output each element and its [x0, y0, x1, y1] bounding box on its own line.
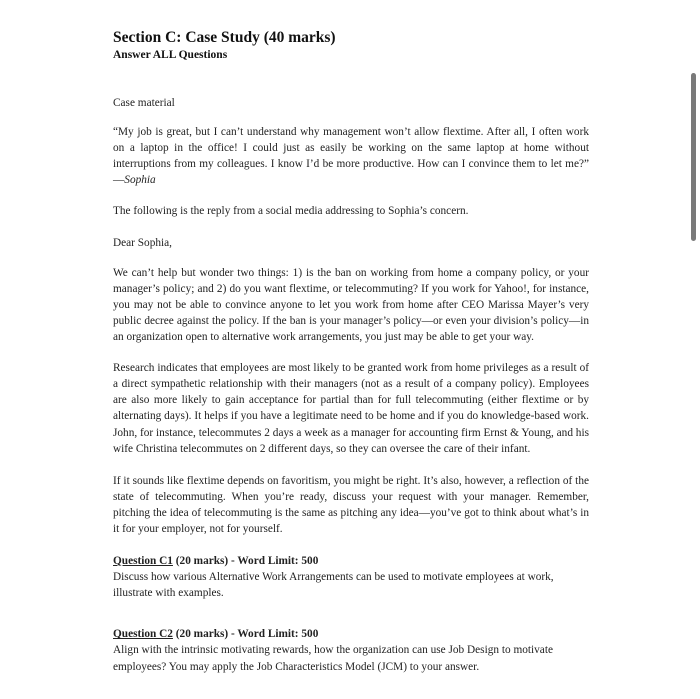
case-quote-text: “My job is great, but I can’t understand why management won’t allow flextime. After all, I often work on a laptop in the office! I could just as easily be working on the same laptop at home without interruptions from my colleagues. I know I’d be more productive. How can I convince them to let me?” — [113, 126, 589, 187]
question-c1-header [113, 553, 589, 569]
question-c1-meta: (20 marks) - Word Limit: 500 [172, 555, 319, 568]
section-title: Section C: Case Study (40 marks) [113, 29, 336, 46]
case-material-label: Case material [113, 97, 175, 109]
question-c2-meta: (20 marks) - Word Limit: 500 [172, 628, 319, 641]
quote-attribution: Sophia [124, 174, 156, 187]
question-c1-text: Discuss how various Alternative Work Arrangements can be used to motivate employees at work, illustrate with examples. [113, 571, 554, 600]
question-c2 [113, 626, 589, 674]
question-c1 [113, 553, 589, 601]
letter-greeting: Dear Sophia, [113, 236, 172, 249]
letter-paragraph-1: We can’t help but wonder two things: 1) is the ban on working from home a company policy, or your manager’s policy; and 2) do you want flextime, or telecommuting? If you work for Yahoo!, for instance, you may not be able to convince anyone to let you work from home after CEO Marissa Mayer’s very public decree against the policy. If the ban is your manager’s policy—or even your division’s policy—in an organization open to alternative work arrangements, you just may be able to get your way. [113, 266, 589, 344]
letter-paragraph-2: Research indicates that employees are most likely to be granted work from home privileges as a result of a direct sympathetic relationship with their managers (not as a result of a company policy). Employees are also more likely to gain acceptance for partial than for full telecommuting (either flextime or by alternating days). It helps if you have a legitimate need to be home and if you do knowledge-based work. John, for instance, telecommutes 2 days a week as a manager for accounting firm Ernst & Young, and his wife Christina telecommutes on 2 different days, so they can oversee the care of their infant. [113, 362, 589, 455]
question-c2-text: Align with the intrinsic motivating rewards, how the organization can use Job Design to motivate employees? You may apply the Job Characteristics Model (JCM) to your answer. [113, 644, 553, 673]
question-c1-title: Question C1 [113, 555, 173, 568]
question-c2-title: Question C2 [113, 628, 173, 641]
reply-intro: The following is the reply from a social media addressing to Sophia’s concern. [113, 205, 469, 218]
document-content [113, 29, 589, 675]
section-subtitle: Answer ALL Questions [113, 49, 228, 61]
scrollbar-thumb[interactable] [691, 73, 696, 241]
case-quote [113, 124, 589, 188]
letter-paragraph-3: If it sounds like flextime depends on favoritism, you might be right. It’s also, however, a reflection of the state of telecommuting. When you’re ready, discuss your request with your manager. Remember, pitching the idea of telecommuting is the same as pitching any idea—you’ve got to think about what’s in it for your employer, not for yourself. [113, 474, 589, 535]
question-c2-header [113, 626, 589, 642]
